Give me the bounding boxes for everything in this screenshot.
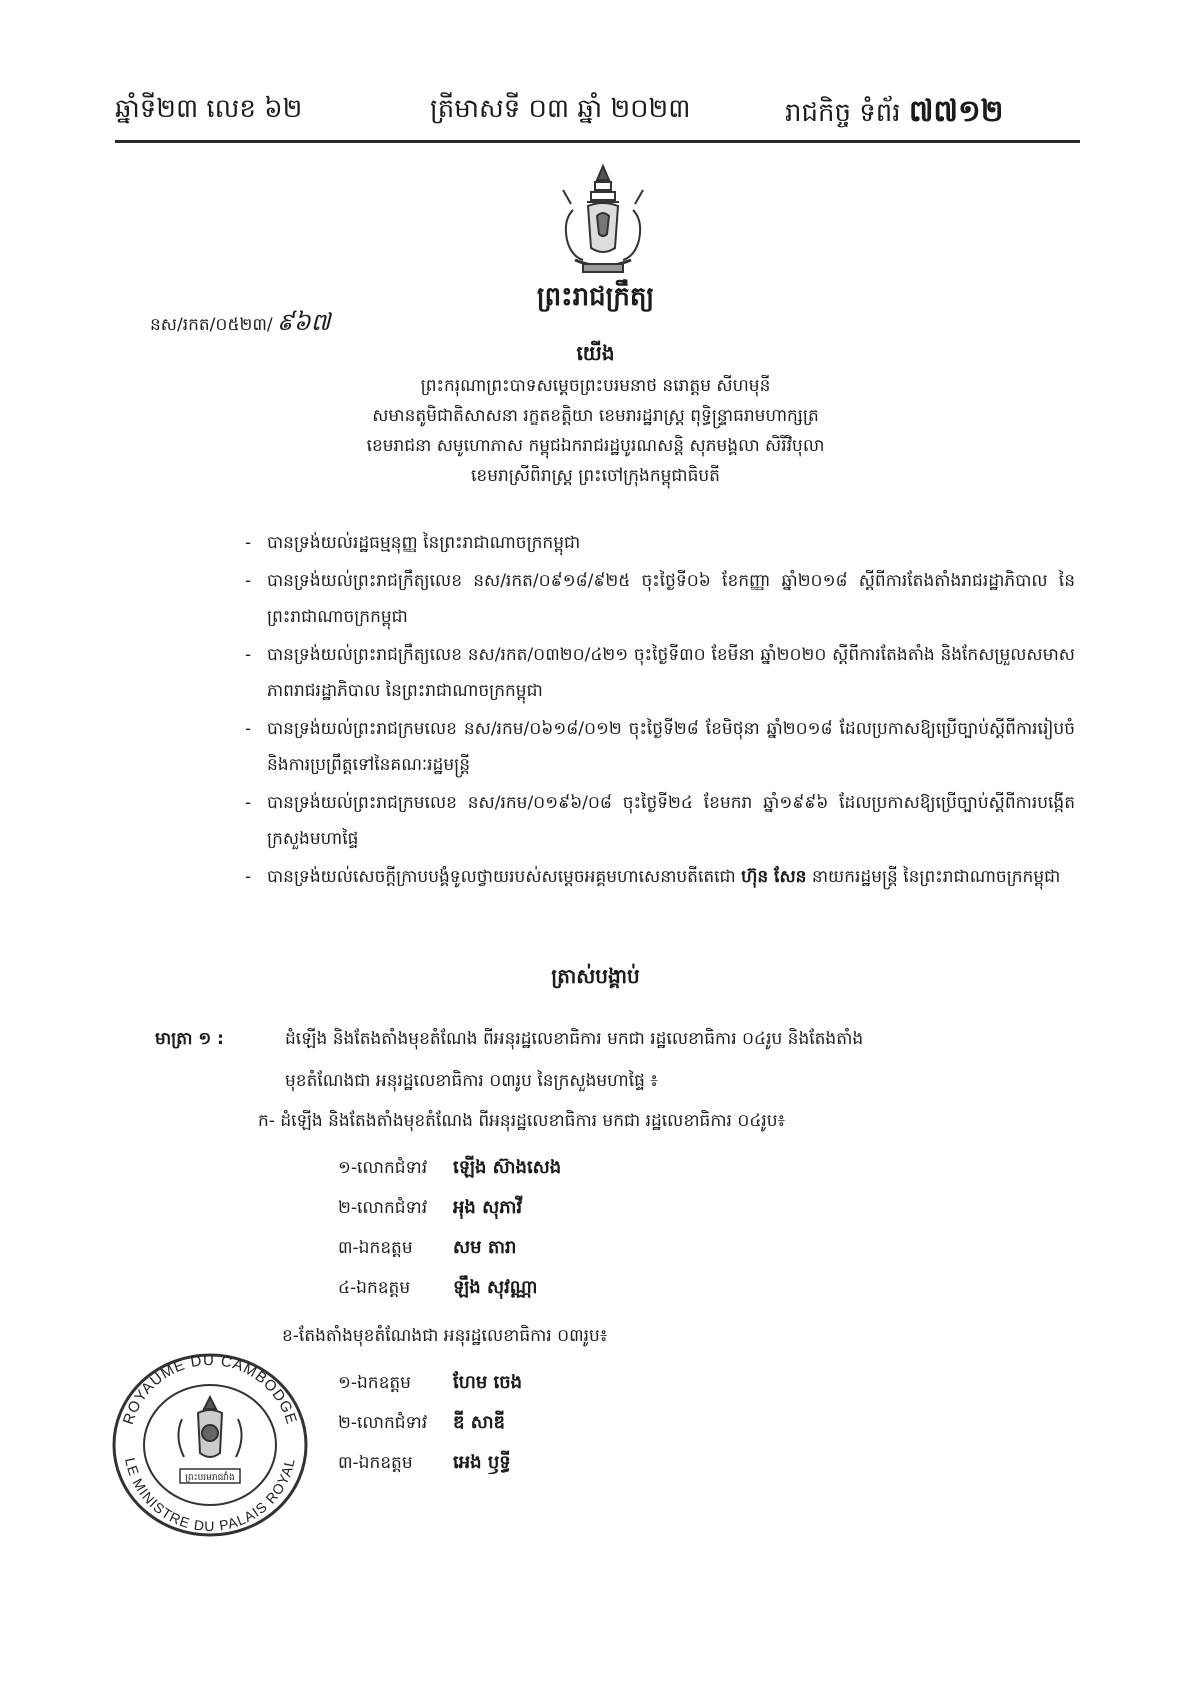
appointee-title: ៣-ឯកឧត្តម: [338, 1453, 413, 1473]
intro-line: ព្រះករុណាព្រះបាទសម្តេចព្រះបរមនាថ នរោត្តម សីហមុនី: [420, 376, 771, 396]
appointee: [338, 1155, 561, 1182]
appointee-name: អុង សុភាវី: [453, 1197, 523, 1218]
appointee-title: ២-លោកជំទាវ: [338, 1198, 428, 1218]
appointee-name: ហែម ចេង: [453, 1372, 523, 1393]
intro-line: សមានតូមិជាតិសាសនា រក្ខតខត្តិយា ខេមរារដ្ឋរាស្ត្រ ពុទ្ធិន្ទ្រាធរាមហាក្សត្រ: [372, 406, 819, 426]
preamble-item: - បានទ្រង់យល់ព្រះរាជក្រឹត្យលេខ នស/រកត/០៣២០/៤២១ ចុះថ្ងៃទី៣០ ខែមីនា ឆ្នាំ២០២០ ស្តីពីការតែងតាំង និងកែសម្រួលសមាសភាពរាជរដ្ឋាភិបាល នៃព្រះរាជាណាចក្រកម្ពុជា: [245, 637, 1075, 709]
gazette-page-label: រាជកិច្ច ទំព័រ: [785, 98, 901, 128]
appointee-title: ១-ឯកឧត្តម: [338, 1373, 411, 1393]
seal-text-top: ROYAUME DU CAMBODGE: [119, 1351, 301, 1427]
preamble-item: [245, 859, 1075, 895]
appointee: [338, 1195, 522, 1222]
gazette-page-number: ៧៧១២: [908, 94, 1004, 129]
decree-reference: [150, 307, 330, 342]
appointee-name: ឡើង ស៊ាងសេង: [453, 1157, 562, 1178]
royal-palace-seal-icon: [100, 1345, 320, 1545]
article-1: [155, 1018, 1075, 1102]
article-label: មាត្រា ១ :: [155, 1029, 224, 1049]
seal-inner-label: ព្រះបរមរាជវាំង: [185, 1473, 235, 1483]
preamble-list: [245, 525, 1075, 897]
appointee-name: ឡឹង សុវណ្ណា: [453, 1277, 538, 1298]
article-text: មុខតំណែងជា អនុរដ្ឋលេខាធិការ ០៣រូប នៃក្រសួងមហាផ្ទៃ ៖: [285, 1071, 658, 1091]
prime-minister-name: ហ៊ុន សែន: [741, 867, 807, 887]
royal-coat-of-arms-icon: [543, 160, 663, 280]
header-divider: [115, 140, 1080, 143]
we-heading: យើង: [576, 341, 615, 365]
intro-line: ខេមរាស្រីពិរាស្ត្រ ព្រះចៅក្រុងកម្ពុជាធិបតី: [471, 466, 720, 486]
decides-heading: ត្រាស់បង្គាប់: [551, 964, 640, 988]
appointee-title: ៤-ឯកឧត្តម: [338, 1278, 411, 1298]
seal-text-bottom: LE MINISTRE DU PALAIS ROYAL: [122, 1456, 298, 1534]
preamble-item: - បានទ្រង់យល់រដ្ឋធម្មនុញ្ញ នៃព្រះរាជាណាចក្រកម្ពុជា: [245, 525, 1075, 561]
appointee: [338, 1370, 522, 1397]
appointee-title: ២-លោកជំទាវ: [338, 1413, 428, 1433]
appointee: [338, 1450, 511, 1477]
appointee-title: ៣-ឯកឧត្តម: [338, 1238, 413, 1258]
appointee-title: ១-លោកជំទាវ: [338, 1158, 428, 1178]
preamble-text: នាយករដ្ឋមន្ត្រី នៃព្រះរាជាណាចក្រកម្ពុជា: [811, 867, 1061, 887]
appointee-name: សម តារា: [453, 1237, 517, 1258]
preamble-item: - បានទ្រង់យល់ព្រះរាជក្រឹត្យលេខ នស/រកត/០៩១៨/៩២៥ ចុះថ្ងៃទី០៦ ខែកញ្ញា ឆ្នាំ២០១៨ ស្តីពីការតែងតាំងរាជរដ្ឋាភិបាល នៃព្រះរាជាណាចក្រកម្ពុជា: [245, 563, 1075, 635]
decree-title: ព្រះរាជក្រឹត្យ: [536, 282, 655, 312]
appointee-name: អេង ឫទ្ធី: [453, 1452, 511, 1473]
appointee-name: ឌី សាឌី: [453, 1412, 505, 1433]
section-a-heading: ក- ដំឡើង និងតែងតាំងមុខតំណែង ពីអនុរដ្ឋលេខាធិការ មកជា រដ្ឋលេខាធិការ ០៤រូប៖: [258, 1111, 786, 1131]
article-text: ដំឡើង និងតែងតាំងមុខតំណែង ពីអនុរដ្ឋលេខាធិការ មកជា រដ្ឋលេខាធិការ ០៤រូប និងតែងតាំង: [285, 1029, 864, 1049]
preamble-text: បានទ្រង់យល់សេចក្តីក្រាបបង្គំទូលថ្វាយរបស់សម្តេចអគ្គមហាសេនាបតីតេជោ: [267, 867, 736, 887]
section-b-heading: ខ-តែងតាំងមុខតំណែងជា អនុរដ្ឋលេខាធិការ ០៣រូប៖: [282, 1326, 608, 1346]
gazette-page: [785, 92, 1003, 136]
gazette-year-issue: ឆ្នាំទី២៣ លេខ ៦២: [115, 94, 303, 124]
appointee: [338, 1275, 538, 1302]
reference-handwritten: ៩៦៧: [276, 308, 331, 336]
intro-line: ខេមរាជនា សមូហោភាស កម្ពុជឯករាជរដ្ឋបូរណសន្តិ សុភមង្គលា សិរីវិបុលា: [366, 436, 825, 456]
appointee: [338, 1410, 505, 1437]
preamble-item: - បានទ្រង់យល់ព្រះរាជក្រមលេខ នស/រកម/០៦១៨/០១២ ចុះថ្ងៃទី២៨ ខែមិថុនា ឆ្នាំ២០១៨ ដែលប្រកាសឱ្យប្រើច្បាប់ស្តីពីការរៀបចំ និងការប្រព្រឹត្តទៅនៃគណៈរដ្ឋមន្ត្រី: [245, 711, 1075, 783]
reference-number: នស/រកត/០៥២៣/: [150, 315, 273, 335]
preamble-item: - បានទ្រង់យល់ព្រះរាជក្រមលេខ នស/រកម/០១៩៦/០៨ ចុះថ្ងៃទី២៤ ខែមករា ឆ្នាំ១៩៩៦ ដែលប្រកាសឱ្យប្រើច្បាប់ស្តីពីការបង្កើតក្រសួងមហាផ្ទៃ: [245, 785, 1075, 857]
appointee: [338, 1235, 516, 1262]
gazette-quarter: ត្រីមាសទី ០៣ ឆ្នាំ ២០២៣: [430, 94, 691, 124]
